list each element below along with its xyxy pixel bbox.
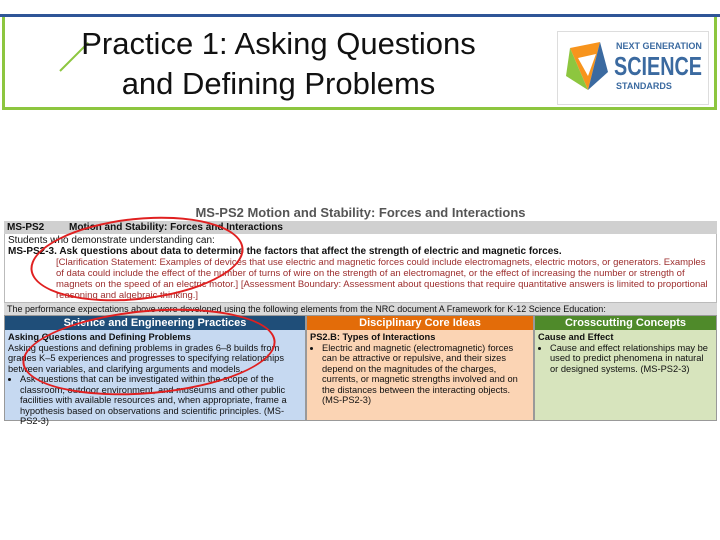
banner-top-rule (0, 14, 720, 17)
standard-topic: Motion and Stability: Forces and Interactions (69, 222, 283, 233)
dci-subheading: PS2.B: Types of Interactions (310, 332, 436, 342)
ccc-subheading: Cause and Effect (538, 332, 614, 342)
ccc-header: Crosscutting Concepts (535, 316, 716, 330)
sep-text: Asking questions and defining problems in grades 6–8 builds from grades K–5 experiences and progresses to specifying relationships between variables, and clarifying arguments and models. (8, 342, 284, 374)
sep-bullet: • Ask questions that can be investigated within the scope of the classroom, outdoor environment, and museums and other public facilities with available resources and, when appropriate, frame a hypothesis based on observations and scientific principles. (MS-PS2-3) (20, 374, 302, 427)
logo-line3: STANDARDS (616, 81, 672, 91)
dci-list (310, 343, 530, 406)
dci-column (306, 315, 534, 421)
sep-header: Science and Engineering Practices (5, 316, 305, 330)
ccc-bullet: • Cause and effect relationships may be used to predict phenomena in natural or designed systems. (MS-PS2-3) (550, 343, 713, 375)
pe-code: MS-PS2-3. (8, 246, 57, 257)
standard-heading: MS-PS2 Motion and Stability: Forces and Interactions (195, 205, 526, 220)
pe-intro: Students who demonstrate understanding can: (8, 235, 215, 246)
logo-line1: NEXT GENERATION (616, 41, 702, 51)
framework-note: The performance expectations above were developed using the following elements from the NRC document A Framework for K-12 Science Education: (4, 303, 717, 315)
clarification-statement: [Clarification Statement: Examples of devices that use electric and magnetic forces could include electromagnets, electric motors, or generators. Examples of data could include the effect of the number of turns of wire on the strength of an electromagnet, or the effect of increasing the number or strength of magnets on the speed of an electric motor.] [Assessment Boundary: Assessment about questions that require quantitative answers is limited to proportional reasoning and algebraic thinking.] (56, 257, 708, 301)
ccc-column (534, 315, 717, 421)
ccc-list (538, 343, 713, 375)
slide-title-line2: and Defining Problems (121, 66, 436, 101)
ccc-body (535, 330, 716, 376)
dci-header: Disciplinary Core Ideas (307, 316, 533, 330)
logo-line2: SCIENCE (614, 51, 702, 81)
standard-code: MS-PS2 (7, 222, 45, 233)
slide-title (6, 24, 551, 104)
dci-bullet: • Electric and magnetic (electromagnetic) forces can be attractive or repulsive, and their sizes depend on the magnitudes of the charges, currents, or magnetic strengths involved and on the distances between the interacting objects. (MS-PS2-3) (322, 343, 530, 406)
ngss-logo-mark (558, 32, 708, 104)
slide-title-line1: Practice 1: Asking Questions (81, 26, 476, 61)
ngss-logo (557, 31, 709, 105)
sep-subheading: Asking Questions and Defining Problems (8, 332, 191, 342)
pe-text: Ask questions about data to determine the factors that affect the strength of electric and magnetic forces. (59, 246, 562, 257)
dci-body (307, 330, 533, 408)
